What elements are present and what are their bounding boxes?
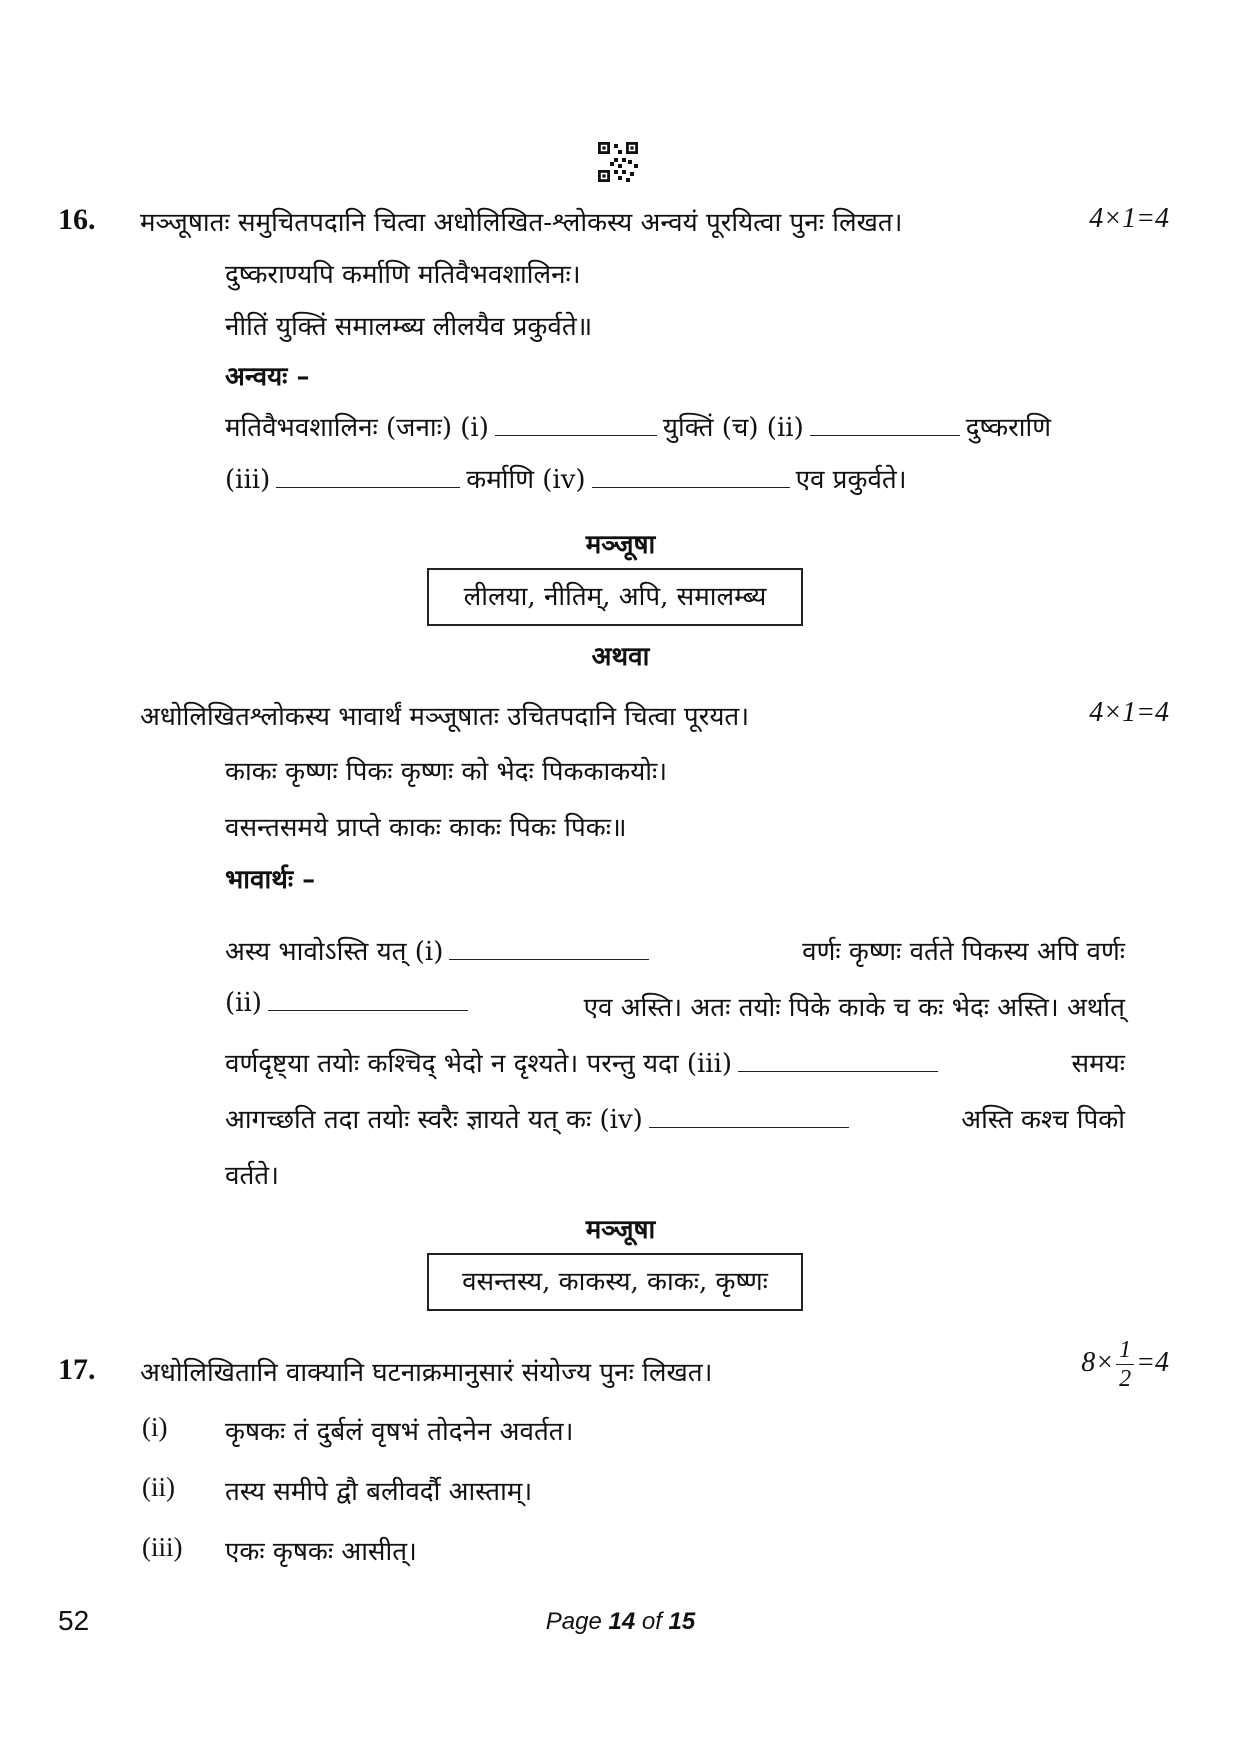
manjusha-word-box: वसन्तस्य, काकस्य, काकः, कृष्णः bbox=[427, 1253, 803, 1311]
list-item-label: (iii) bbox=[142, 1532, 183, 1562]
athava-label: अथवा bbox=[591, 642, 650, 672]
marks-prefix: 8× bbox=[1081, 1346, 1115, 1378]
anvaya-text: युक्तिं (च) bbox=[662, 413, 759, 443]
fill-blank-iii[interactable] bbox=[276, 465, 460, 488]
marks-label: 4×1=4 bbox=[1089, 697, 1169, 728]
list-item-label: (ii) bbox=[142, 1472, 175, 1502]
fill-blank-iv[interactable] bbox=[649, 1105, 849, 1128]
fraction-numerator: 1 bbox=[1116, 1338, 1134, 1365]
page-number bbox=[0, 1608, 1241, 1636]
anvaya-text: दुष्कराणि bbox=[965, 413, 1052, 443]
bhavartha-text: वर्तते। bbox=[225, 1161, 279, 1191]
question-instruction: अधोलिखितश्लोकस्य भावार्थं मञ्जूषातः उचितपदानि चित्वा पूरयत। bbox=[140, 702, 750, 732]
bhavartha-text: एव अस्ति। अतः तयोः पिके काके च कः भेदः अस्ति। अर्थात् bbox=[583, 993, 1125, 1023]
bhavartha-text: समयः bbox=[1071, 1049, 1125, 1079]
bhavartha-text: आगच्छति तदा तयोः स्वरैः ज्ञायते यत् कः (iv) bbox=[225, 1105, 643, 1135]
verse-line: वसन्तसमये प्राप्ते काकः काकः पिकः पिकः॥ bbox=[225, 813, 627, 843]
fraction-denominator: 2 bbox=[1119, 1366, 1132, 1392]
manjusha-heading: मञ्जूषा bbox=[585, 530, 656, 560]
bhavartha-line bbox=[225, 1044, 1125, 1080]
anvaya-text: (iii) bbox=[225, 465, 271, 495]
bhavartha-line bbox=[225, 932, 1125, 968]
marks-suffix: =4 bbox=[1136, 1346, 1169, 1378]
fill-blank-i[interactable] bbox=[449, 937, 649, 960]
anvaya-text: कर्माणि (iv) bbox=[466, 465, 586, 495]
fill-blank-ii[interactable] bbox=[810, 413, 960, 436]
fill-blank-iii[interactable] bbox=[738, 1049, 938, 1072]
paper-code: 52 bbox=[58, 1605, 90, 1636]
bhavartha-text: वर्णः कृष्णः वर्तते पिकस्य अपि वर्णः bbox=[802, 937, 1125, 967]
page-total: 15 bbox=[668, 1608, 696, 1635]
bhavartha-text: (ii) bbox=[225, 988, 262, 1018]
manjusha-word-box: लीलया, नीतिम्, अपि, समालम्ब्य bbox=[427, 568, 803, 626]
verse-line: दुष्कराण्यपि कर्माणि मतिवैभवशालिनः। bbox=[225, 260, 581, 290]
fill-blank-ii[interactable] bbox=[268, 988, 468, 1011]
anvaya-text: मतिवैभवशालिनः (जनाः) (i) bbox=[225, 413, 489, 443]
fraction bbox=[1116, 1338, 1134, 1391]
fill-blank-i[interactable] bbox=[495, 413, 657, 436]
page-current: 14 bbox=[608, 1608, 636, 1635]
fill-blank-iv[interactable] bbox=[592, 465, 790, 488]
verse-line: काकः कृष्णः पिकः कृष्णः को भेदः पिककाकयोः। bbox=[225, 757, 668, 787]
list-item: कृषकः तं दुर्बलं वृषभं तोदनेन अवर्तत। bbox=[225, 1417, 574, 1447]
bhavartha-text: अस्ति कश्च पिको bbox=[961, 1105, 1125, 1135]
list-item-label: (i) bbox=[142, 1412, 168, 1442]
bhavartha-line bbox=[225, 1100, 1125, 1136]
manjusha-heading: मञ्जूषा bbox=[585, 1215, 656, 1245]
verse-line: नीतिं युक्तिं समालम्ब्य लीलयैव प्रकुर्वते॥ bbox=[225, 312, 593, 342]
page-of: of bbox=[641, 1608, 662, 1635]
anvaya-line bbox=[225, 460, 907, 496]
anvaya-text: (ii) bbox=[766, 413, 804, 443]
anvaya-label: अन्वयः – bbox=[225, 362, 310, 392]
anvaya-text: एव प्रकुर्वते। bbox=[795, 465, 907, 495]
list-item: एकः कृषकः आसीत्। bbox=[225, 1537, 417, 1567]
bhavartha-line bbox=[225, 988, 1125, 1024]
list-item: तस्य समीपे द्वौ बलीवर्दौ आस्ताम्। bbox=[225, 1477, 533, 1507]
question-number: 16. bbox=[58, 203, 96, 236]
qr-code-icon bbox=[598, 142, 638, 182]
question-number: 17. bbox=[58, 1353, 96, 1386]
question-instruction: अधोलिखितानि वाक्यानि घटनाक्रमानुसारं संयोज्य पुनः लिखत। bbox=[140, 1358, 713, 1388]
marks-label bbox=[1081, 1338, 1169, 1391]
bhavartha-text: वर्णदृष्ट्या तयोः कश्चिद् भेदो न दृश्यते। परन्तु यदा (iii) bbox=[225, 1049, 733, 1079]
anvaya-line bbox=[225, 408, 1051, 444]
question-instruction: मञ्जूषातः समुचितपदानि चित्वा अधोलिखित-श्लोकस्य अन्वयं पूरयित्वा पुनः लिखत। bbox=[140, 208, 903, 238]
marks-label: 4×1=4 bbox=[1089, 203, 1169, 234]
page-prefix: Page bbox=[545, 1608, 602, 1635]
bhavartha-text: अस्य भावोऽस्ति यत् (i) bbox=[225, 937, 444, 967]
bhavartha-label: भावार्थः – bbox=[225, 865, 316, 895]
